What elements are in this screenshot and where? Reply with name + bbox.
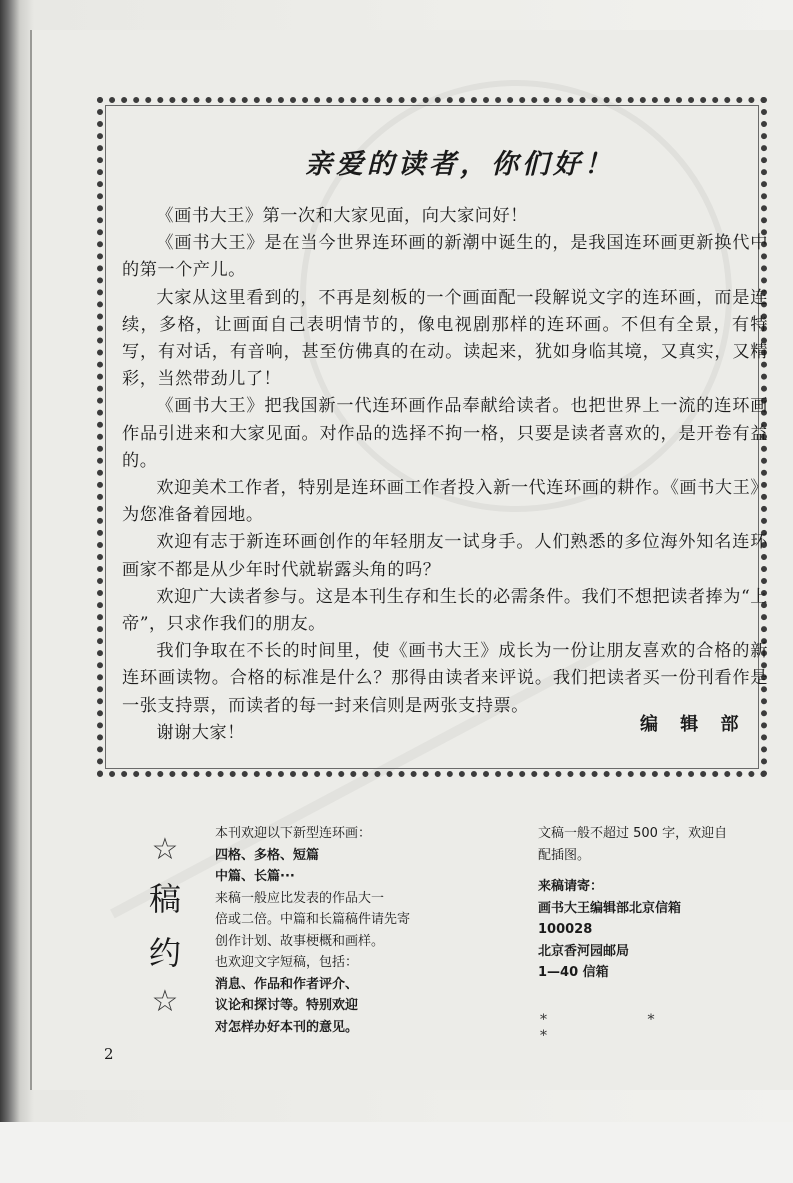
notice-line: 倍或二倍。中篇和长篇稿件请先寄 xyxy=(215,912,411,927)
notice-line: 四格、多格、短篇 xyxy=(215,847,320,863)
letter-paragraph: 大家从这里看到的，不再是刻板的一个画面配一段解说文字的连环画，而是连续，多格，让画面自己表明情节的，像电视剧那样的连环画。不但有全景，有特写，有对话，有音响，甚至仿佛真的在动。读起来，犹如身临其境，又真实，又精彩，当然带劲儿了！ xyxy=(122,287,768,390)
letter-paragraph: 《画书大王》是在当今世界连环画的新潮中诞生的，是我国连环画更新换代中的第一个产儿。 xyxy=(122,233,768,281)
page-number: 2 xyxy=(104,1045,114,1063)
notice-line: 文稿一般不超过 500 字，欢迎自 xyxy=(538,826,728,841)
postcode: 100028 xyxy=(538,922,593,937)
star-outline-icon: ☆ xyxy=(151,984,179,1019)
notice-line: 中篇、长篇··· xyxy=(215,869,295,884)
notice-line: 议论和探讨等。特别欢迎 xyxy=(215,998,359,1013)
notice-line: 来稿一般应比发表的作品大一 xyxy=(215,890,385,906)
letter-title: 亲爱的读者，你们好！ xyxy=(305,149,615,180)
notice-heading-char: 稿 xyxy=(148,880,181,918)
letter-paragraph: 我们争取在不长的时间里，使《画书大王》成长为一份让朋友喜欢的合格的新连环画读物。合格的标准是什么？那得由读者来评说。我们把读者买一份刊看作是一张支持票，而读者的每一封来信则是两张支持票。 xyxy=(122,641,768,716)
notice-line: 对怎样办好本刊的意见。 xyxy=(215,1019,359,1035)
notice-heading-column xyxy=(140,832,190,1019)
notice-left-text xyxy=(215,823,515,1038)
spacer xyxy=(538,866,768,876)
notice-line: 也欢迎文字短稿，包括： xyxy=(215,955,359,970)
notice-right-text xyxy=(538,823,768,984)
decorative-dots: * * * xyxy=(540,1012,703,1044)
star-outline-icon: ☆ xyxy=(151,832,179,867)
mailbox-number: 1—40 信箱 xyxy=(538,965,609,980)
letter-paragraph: 谢谢大家！ xyxy=(156,722,245,743)
notice-line: 配插图。 xyxy=(538,847,591,863)
post-office: 北京香河园邮局 xyxy=(538,943,630,959)
notice-heading-char: 约 xyxy=(148,934,181,972)
notice-line: 消息、作品和作者评介、 xyxy=(215,976,359,992)
letter-paragraph: 《画书大王》把我国新一代连环画作品奉献给读者。也把世界上一流的连环画作品引进来和大家见面。对作品的选择不拘一格，只要是读者喜欢的，是开卷有益的。 xyxy=(122,396,768,471)
letter-paragraph: 欢迎广大读者参与。这是本刊生存和生长的必需条件。我们不想把读者捧为“上帝”，只求作我们的朋友。 xyxy=(122,586,768,635)
letter-paragraph: 欢迎美术工作者，特别是连环画工作者投入新一代连环画的耕作。《画书大王》为您准备着园地。 xyxy=(122,478,768,526)
letter-paragraph: 欢迎有志于新连环画创作的年轻朋友一试身手。人们熟悉的多位海外知名连环画家不都是从少年时代就崭露头角的吗？ xyxy=(122,532,768,580)
letter-body xyxy=(122,203,768,747)
mailing-address: 画书大王编辑部北京信箱 xyxy=(538,900,682,916)
notice-line: 创作计划、故事梗概和画样。 xyxy=(215,933,385,949)
notice-line: 本刊欢迎以下新型连环画： xyxy=(215,826,372,841)
send-label: 来稿请寄： xyxy=(538,879,604,894)
letter-signature: 编 辑 部 xyxy=(640,714,747,735)
letter-paragraph: 《画书大王》第一次和大家见面，向大家问好！ xyxy=(156,206,528,226)
